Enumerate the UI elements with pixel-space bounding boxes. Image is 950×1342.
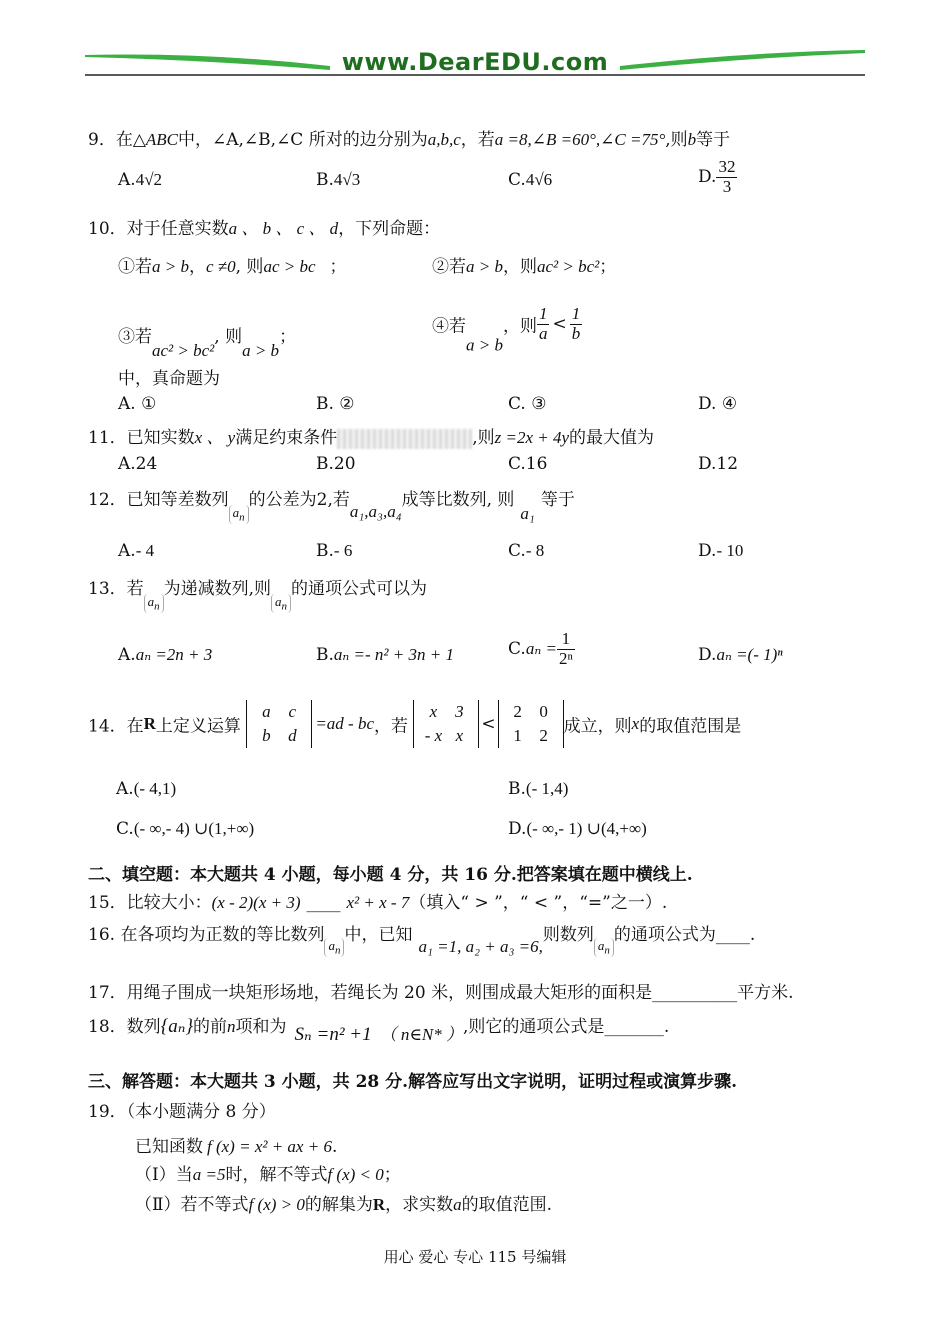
fraction xyxy=(537,305,550,343)
q14-x: x xyxy=(631,713,640,733)
q19-text: （Ⅱ）若不等式 xyxy=(135,1195,249,1215)
q9-abc: ABC xyxy=(145,130,178,149)
q14-text3: ，若 xyxy=(374,716,409,737)
q19-math: a =5 xyxy=(192,1165,226,1184)
q14-option-a xyxy=(116,779,176,799)
prop-text: ②若 xyxy=(432,257,466,277)
option-label: C. xyxy=(508,170,526,190)
prop-math: a > b xyxy=(466,257,503,276)
det-entry: - x xyxy=(424,725,443,745)
q11-text3: ,则 xyxy=(472,428,495,448)
q18-sn: Sₙ =n² +1 xyxy=(294,1024,372,1045)
det-entry: x xyxy=(429,702,438,721)
prop-text: ； xyxy=(329,257,347,277)
numerator: 32 xyxy=(718,157,736,176)
question-17: 17．用绳子围成一块矩形场地，若绳长为 20 米，则围成最大矩形的面积是__________平方米. xyxy=(88,983,794,1003)
q9-text4: ,则 xyxy=(665,130,688,150)
option-value: 4√2 xyxy=(135,170,163,189)
q16-condition: a₁ =1, a₂ + a₃ =6, xyxy=(418,937,543,956)
q19-title: 19．（本小题满分 8 分） xyxy=(88,1102,276,1122)
q18-sequence: {aₙ} xyxy=(160,1016,194,1037)
det-entry: c xyxy=(288,702,297,721)
q13-option-c xyxy=(508,630,575,668)
det-entry: a xyxy=(262,702,271,721)
page-footer: 用心 爱心 专心 115 号编辑 xyxy=(383,1248,567,1266)
q13-text3: 的通项公式可以为 xyxy=(291,579,428,599)
header-site-title: www.DearEDU.com xyxy=(341,48,609,76)
q18-text2: 的前 xyxy=(193,1017,228,1037)
q19-text: ； xyxy=(383,1165,401,1185)
determinant-right xyxy=(498,700,564,748)
q11-option-d: D.12 xyxy=(698,454,739,474)
q14-option-d xyxy=(508,819,647,839)
q10-conclusion: 中，真命题为 xyxy=(118,369,220,389)
fraction xyxy=(557,630,575,668)
q10-vars: a 、 b 、 c 、 d xyxy=(228,219,339,238)
q19-text: 的取值范围. xyxy=(461,1195,553,1215)
q12-text3: 成等比数列, 则 xyxy=(401,490,515,510)
option-label: D. xyxy=(508,819,527,839)
q12-option-c xyxy=(508,541,544,561)
option-value: 4√3 xyxy=(333,170,361,189)
fraction xyxy=(716,158,737,196)
q9-text: 9．在△ xyxy=(88,130,146,150)
section-3-heading: 三、解答题：本大题共 3 小题，共 28 分.解答应写出文字说明，证明过程或演算步骤. xyxy=(88,1072,737,1092)
q10-text2: ，下列命题： xyxy=(338,219,441,239)
q18-condition: （ n∈N* ） xyxy=(379,1025,464,1044)
q10-prop-3 xyxy=(118,322,297,360)
q14-equation: =ad - bc xyxy=(315,713,375,733)
q12-a1: a₁ xyxy=(520,504,535,523)
option-value: (- ∞,- 4) ∪(1,+∞) xyxy=(133,819,255,838)
prop-text: ，则 xyxy=(502,257,537,277)
q10-text: 10．对于任意实数 xyxy=(88,219,229,239)
q14-text2: 上定义运算 xyxy=(155,716,241,737)
determinant-definition xyxy=(246,700,312,748)
det-entry: 2 xyxy=(513,702,522,721)
q13-option-a xyxy=(118,645,212,665)
sequence-an: $a_n$ xyxy=(271,594,291,613)
q9-text2: 中，∠A,∠B,∠C 所对的边分别为 xyxy=(178,130,428,150)
q10-prop-1 xyxy=(118,252,347,277)
q9-b: b xyxy=(687,130,697,149)
option-value: - 10 xyxy=(716,541,744,560)
det-entry: 2 xyxy=(539,725,548,745)
option-label: D. xyxy=(698,167,717,188)
q19-R: R xyxy=(372,1195,386,1214)
numerator: 1 xyxy=(538,304,548,323)
option-value: - 6 xyxy=(333,541,353,560)
sequence-an: $a_n$ xyxy=(594,938,614,957)
q11-vars: x 、 y xyxy=(194,428,236,447)
page-header xyxy=(85,40,865,80)
q11-option-c: C.16 xyxy=(508,454,548,474)
option-label: B. xyxy=(508,779,526,799)
sequence-an: $a_n$ xyxy=(229,505,249,524)
det-entry: d xyxy=(288,725,297,745)
q11-option-a: A.24 xyxy=(118,454,158,474)
q11-text: 11．已知实数 xyxy=(88,428,195,448)
denominator: 3 xyxy=(722,176,732,196)
option-label: B. xyxy=(316,645,334,665)
question-18 xyxy=(88,1012,670,1045)
q14-text5: 的取值范围是 xyxy=(639,716,742,737)
q19-text: （Ⅰ）当 xyxy=(135,1165,193,1185)
q10-option-a: A. ① xyxy=(118,394,157,414)
q10-option-b: B. ② xyxy=(316,394,355,414)
option-label: A. xyxy=(116,779,134,799)
option-value: aₙ = xyxy=(525,639,557,659)
prop-text: , 则 xyxy=(214,327,243,347)
sequence-an: $a_n$ xyxy=(144,594,164,613)
option-value: - 4 xyxy=(135,541,155,560)
q14-option-b xyxy=(508,779,568,799)
q12-stem xyxy=(88,485,575,524)
q13-stem xyxy=(88,574,428,613)
q12-text2: 的公差为2,若 xyxy=(248,490,350,510)
option-label: A. xyxy=(118,645,136,665)
q13-option-d xyxy=(698,645,783,665)
option-label: D. xyxy=(698,645,717,665)
q10-stem xyxy=(88,214,440,239)
q14-option-c xyxy=(116,819,254,839)
q9-stem xyxy=(88,125,730,150)
prop-text: ； xyxy=(599,257,617,277)
prop-text: ③若 xyxy=(118,327,152,347)
q15-blank: ____ xyxy=(306,893,341,913)
less-than: < xyxy=(552,314,567,335)
q12-option-b xyxy=(316,541,352,561)
q9-sides: a,b,c xyxy=(427,130,461,149)
prop-math: a > b xyxy=(466,335,503,355)
q19-function: f (x) = x² + ax + 6 xyxy=(207,1137,332,1156)
less-than: < xyxy=(481,713,496,734)
prop-math: ac² > bc² xyxy=(536,257,600,276)
denominator: 2ⁿ xyxy=(558,648,573,668)
denominator: a xyxy=(538,323,548,343)
option-label: B. xyxy=(316,541,334,561)
q19-text: ，求实数 xyxy=(385,1195,454,1215)
seq-symbol: a xyxy=(232,505,240,520)
q12-option-d xyxy=(698,541,743,561)
constraint-system-image xyxy=(337,429,472,449)
option-label: C. xyxy=(508,639,526,660)
q19-math: f (x) > 0 xyxy=(248,1195,305,1214)
option-label: A. xyxy=(118,170,136,190)
q19-text: 已知函数 xyxy=(135,1137,203,1157)
q12-option-a xyxy=(118,541,154,561)
q16-text: 16. 在各项均为正数的等比数列 xyxy=(88,925,325,945)
q9-text3: ，若 xyxy=(460,130,495,150)
q13-text2: 为递减数列,则 xyxy=(163,579,272,599)
q11-stem xyxy=(88,423,654,449)
q19-line-2 xyxy=(135,1160,401,1185)
q18-n: n xyxy=(227,1017,236,1036)
q19-line-3 xyxy=(135,1190,552,1215)
numerator: 1 xyxy=(571,304,581,323)
option-label: D. xyxy=(698,541,717,561)
option-value: aₙ =- n² + 3n + 1 xyxy=(333,645,454,664)
option-value: (- 1,4) xyxy=(525,779,569,798)
q10-prop-4 xyxy=(432,305,582,356)
sequence-an: $a_n$ xyxy=(324,938,344,957)
prop-math: ac² > bc² xyxy=(152,341,215,360)
q16-text4: 的通项公式为____. xyxy=(613,925,756,945)
prop-math: c ≠0 xyxy=(205,257,236,276)
det-entry: 0 xyxy=(539,702,548,721)
option-value: - 8 xyxy=(525,541,545,560)
prop-math: ac > bc xyxy=(263,257,316,276)
q18-text4: ,则它的通项公式是_______. xyxy=(463,1017,670,1037)
q9-option-d xyxy=(698,158,737,196)
q15-text: 15．比较大小： xyxy=(88,893,212,913)
prop-text: ①若 xyxy=(118,257,152,277)
q15-expr1: (x - 2)(x + 3) xyxy=(211,893,301,912)
q15-text2: （填入“ > ”，“ < ”，“=”之一）. xyxy=(409,893,668,913)
q18-text: 18．数列 xyxy=(88,1017,161,1037)
det-entry: b xyxy=(262,725,271,745)
q9-condition: a =8,∠B =60°,∠C =75° xyxy=(494,130,666,149)
prop-text: ④若 xyxy=(432,316,466,337)
numerator: 1 xyxy=(557,630,575,650)
q16-text2: 中，已知 xyxy=(344,925,413,945)
prop-math: a > b xyxy=(152,257,189,276)
q14-text4: 成立，则 xyxy=(563,716,632,737)
q11-text4: 的最大值为 xyxy=(569,428,655,448)
determinant-left xyxy=(413,700,479,748)
q9-option-a xyxy=(118,170,162,190)
q15-expr2: x² + x - 7 xyxy=(346,893,410,912)
q11-objective: z =2x + 4y xyxy=(494,428,570,447)
q13-option-b xyxy=(316,645,454,665)
det-entry: 3 xyxy=(455,702,464,721)
option-label: B. xyxy=(316,170,334,190)
q19-text: 时，解不等式 xyxy=(225,1165,328,1185)
q10-option-c: C. ③ xyxy=(508,394,547,414)
q19-text: 的解集为 xyxy=(304,1195,373,1215)
option-label: A. xyxy=(118,541,136,561)
det-entry: x xyxy=(455,725,464,745)
q9-text5: 等于 xyxy=(696,130,731,150)
q18-text3: 项和为 xyxy=(235,1017,287,1037)
q12-text4: 等于 xyxy=(540,490,575,510)
section-2-heading: 二、填空题：本大题共 4 小题，每小题 4 分，共 16 分.把答案填在题中横线上. xyxy=(88,865,693,885)
q12-terms: a₁,a₃,a₄ xyxy=(349,502,402,521)
det-entry: 1 xyxy=(513,725,522,745)
q11-option-b: B.20 xyxy=(316,454,356,474)
q11-text2: 满足约束条件 xyxy=(235,428,338,448)
option-label: C. xyxy=(116,819,134,839)
option-label: C. xyxy=(508,541,526,561)
q13-text: 13．若 xyxy=(88,579,144,599)
q9-option-b xyxy=(316,170,360,190)
q10-option-d: D. ④ xyxy=(698,394,738,414)
option-value: (- ∞,- 1) ∪(4,+∞) xyxy=(526,819,647,838)
q14-stem xyxy=(88,700,741,748)
q14-text: 14．在 xyxy=(88,716,144,737)
question-15 xyxy=(88,888,667,913)
option-value: 4√6 xyxy=(525,170,553,189)
q16-text3: 则数列 xyxy=(542,925,594,945)
prop-text: ； xyxy=(279,327,297,347)
q19-text: . xyxy=(331,1137,338,1157)
q9-option-c xyxy=(508,170,552,190)
prop-text: ，则 xyxy=(502,316,537,337)
question-16 xyxy=(88,920,756,957)
option-value: aₙ =(- 1)ⁿ xyxy=(716,645,783,664)
prop-text: , 则 xyxy=(235,257,264,277)
q14-R: R xyxy=(143,713,156,733)
q12-text: 12．已知等差数列 xyxy=(88,490,229,510)
q10-prop-2 xyxy=(432,252,616,277)
prop-text: ， xyxy=(188,257,206,277)
prop-math: a > b xyxy=(242,341,280,360)
q19-math: f (x) < 0 xyxy=(327,1165,384,1184)
q19-math: a xyxy=(453,1195,462,1214)
fraction xyxy=(570,305,583,343)
option-value: aₙ =2n + 3 xyxy=(135,645,213,664)
option-value: (- 4,1) xyxy=(133,779,177,798)
denominator: b xyxy=(571,323,581,343)
q19-line-1 xyxy=(135,1132,337,1157)
